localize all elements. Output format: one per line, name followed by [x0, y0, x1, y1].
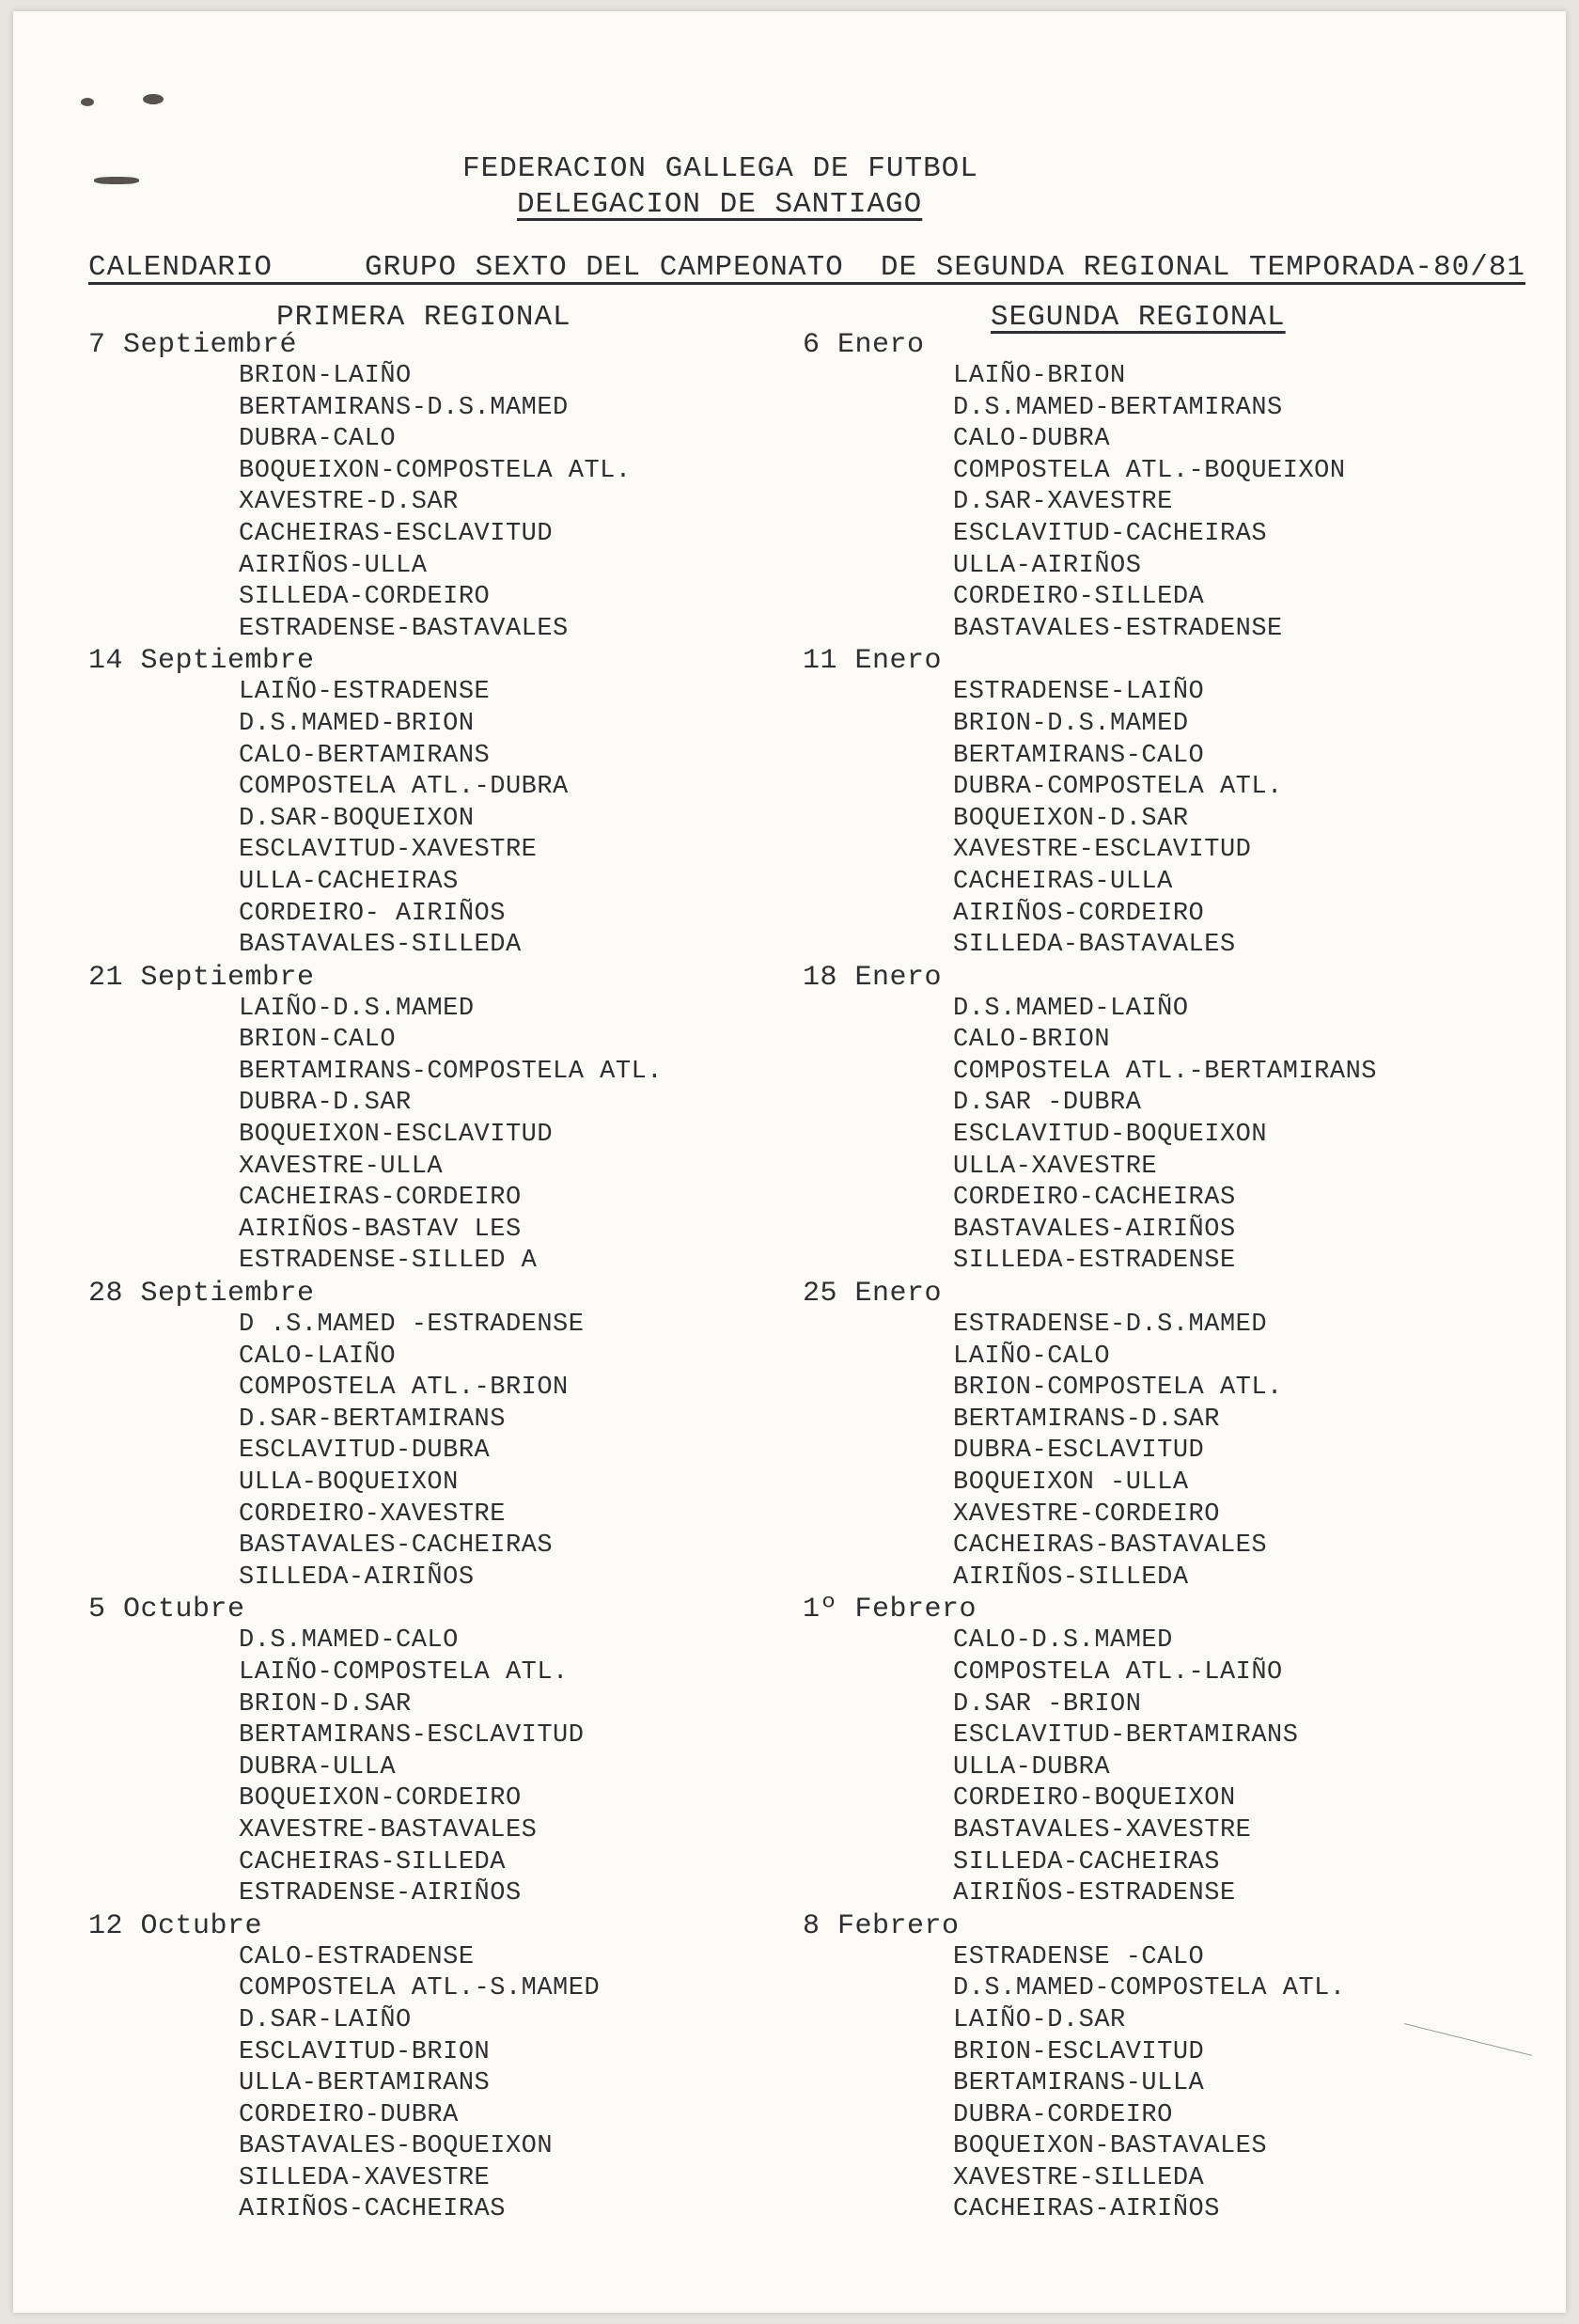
match-fixture: DUBRA-COMPOSTELA ATL.: [953, 773, 1283, 802]
match-fixture: ESCLAVITUD-BOQUEIXON: [953, 1121, 1268, 1150]
match-fixture: D.S.MAMED-BERTAMIRANS: [953, 393, 1283, 422]
match-fixture: BERTAMIRANS-D.S.MAMED: [239, 393, 569, 422]
match-fixture: ULLA-DUBRA: [953, 1752, 1111, 1782]
match-fixture: ULLA-BERTAMIRANS: [239, 2069, 491, 2098]
round-date: 6 Enero: [803, 329, 925, 361]
round-block: [784, 1594, 1536, 1909]
match-fixture: ESCLAVITUD-XAVESTRE: [239, 836, 538, 865]
match-fixture: DUBRA-ULLA: [239, 1752, 397, 1782]
match-fixture: ESCLAVITUD-BRION: [239, 2037, 491, 2066]
match-fixture: CORDEIRO-SILLEDA: [953, 583, 1205, 612]
match-fixture: SILLEDA-XAVESTRE: [239, 2163, 491, 2192]
match-fixture: COMPOSTELA ATL.-LAIÑO: [953, 1657, 1283, 1687]
match-fixture: AIRIÑOS-ESTRADENSE: [953, 1879, 1236, 1908]
match-fixture: BERTAMIRANS-ESCLAVITUD: [239, 1721, 585, 1751]
match-fixture: ESTRADENSE-BASTAVALES: [239, 614, 569, 643]
match-fixture: BOQUEIXON -ULLA: [953, 1468, 1189, 1497]
match-fixture: CALO-LAIÑO: [239, 1342, 397, 1371]
round-block: [88, 645, 784, 961]
match-fixture: BRION-ESCLAVITUD: [953, 2037, 1205, 2066]
match-fixture: DUBRA-D.SAR: [239, 1089, 412, 1118]
match-fixture: BRION-D.SAR: [239, 1689, 412, 1719]
match-fixture: CACHEIRAS-SILLEDA: [239, 1847, 506, 1876]
ink-stain: [81, 98, 94, 106]
ink-stain: [143, 94, 164, 104]
match-fixture: BRION-CALO: [239, 1026, 397, 1055]
match-fixture: ESTRADENSE-SILLED A: [239, 1247, 538, 1276]
round-block: [88, 962, 784, 1278]
round-block: [784, 962, 1536, 1278]
match-fixture: BASTAVALES-AIRIÑOS: [953, 1215, 1236, 1244]
match-fixture: ULLA-BOQUEIXON: [239, 1468, 459, 1497]
match-fixture: CACHEIRAS-ULLA: [953, 867, 1173, 896]
match-fixture: COMPOSTELA ATL.-BOQUEIXON: [953, 456, 1346, 485]
column-heading-segunda: SEGUNDA REGIONAL: [991, 301, 1286, 334]
round-date: 18 Enero: [803, 961, 943, 994]
left-schedule-column: [88, 329, 784, 2226]
delegation-name: DELEGACION DE SANTIAGO: [517, 188, 923, 221]
match-fixture: BOQUEIXON-COMPOSTELA ATL.: [239, 456, 632, 485]
match-fixture: BASTAVALES-ESTRADENSE: [953, 614, 1283, 643]
match-fixture: ESCLAVITUD-BERTAMIRANS: [953, 1721, 1299, 1751]
match-fixture: BOQUEIXON-BASTAVALES: [953, 2132, 1268, 2161]
match-fixture: XAVESTRE-CORDEIRO: [953, 1500, 1220, 1529]
round-date: 14 Septiembre: [88, 645, 315, 678]
match-fixture: AIRIÑOS-BASTAV LES: [239, 1215, 522, 1244]
match-fixture: LAIÑO-D.SAR: [953, 2005, 1126, 2034]
document-page: [13, 11, 1566, 2313]
match-fixture: AIRIÑOS-CORDEIRO: [953, 899, 1205, 928]
match-fixture: D.SAR-BERTAMIRANS: [239, 1405, 506, 1434]
match-fixture: CORDEIRO-DUBRA: [239, 2100, 459, 2129]
match-fixture: BASTAVALES-XAVESTRE: [953, 1815, 1252, 1845]
match-fixture: XAVESTRE-D.SAR: [239, 488, 459, 517]
round-date: 11 Enero: [803, 645, 943, 678]
match-fixture: SILLEDA-AIRIÑOS: [239, 1562, 475, 1592]
match-fixture: CALO-DUBRA: [953, 425, 1111, 454]
round-block: [784, 329, 1536, 645]
match-fixture: SILLEDA-CACHEIRAS: [953, 1847, 1220, 1876]
round-block: [784, 1278, 1536, 1594]
match-fixture: CORDEIRO- AIRIÑOS: [239, 899, 506, 928]
match-fixture: XAVESTRE-BASTAVALES: [239, 1815, 538, 1845]
match-fixture: COMPOSTELA ATL.-BERTAMIRANS: [953, 1057, 1377, 1086]
match-fixture: CACHEIRAS-BASTAVALES: [953, 1531, 1268, 1561]
match-fixture: D.SAR-XAVESTRE: [953, 488, 1173, 517]
match-fixture: BERTAMIRANS-COMPOSTELA ATL.: [239, 1057, 663, 1086]
ink-stain: [94, 177, 139, 184]
round-date: 7 Septiembré: [88, 329, 298, 361]
round-date: 1º Febrero: [803, 1594, 977, 1626]
match-fixture: ESTRADENSE -CALO: [953, 1942, 1205, 1971]
match-fixture: CALO-BERTAMIRANS: [239, 741, 491, 770]
match-fixture: COMPOSTELA ATL.-BRION: [239, 1374, 569, 1403]
match-fixture: SILLEDA-ESTRADENSE: [953, 1247, 1236, 1276]
match-fixture: DUBRA-CORDEIRO: [953, 2100, 1173, 2129]
match-fixture: AIRIÑOS-ULLA: [239, 551, 428, 580]
match-fixture: CACHEIRAS-ESCLAVITUD: [239, 519, 554, 548]
round-block: [784, 645, 1536, 961]
match-fixture: COMPOSTELA ATL.-S.MAMED: [239, 1974, 601, 2003]
match-fixture: BASTAVALES-SILLEDA: [239, 931, 522, 960]
match-fixture: D.S.MAMED-BRION: [239, 709, 475, 738]
match-fixture: ESCLAVITUD-CACHEIRAS: [953, 519, 1268, 548]
match-fixture: BRION-LAIÑO: [239, 362, 412, 390]
match-fixture: D.SAR-LAIÑO: [239, 2005, 412, 2034]
match-fixture: BERTAMIRANS-ULLA: [953, 2069, 1205, 2098]
match-fixture: DUBRA-CALO: [239, 425, 397, 454]
org-name: FEDERACION GALLEGA DE FUTBOL: [462, 152, 978, 185]
match-fixture: BASTAVALES-BOQUEIXON: [239, 2132, 554, 2161]
match-fixture: ULLA-CACHEIRAS: [239, 867, 459, 896]
match-fixture: SILLEDA-BASTAVALES: [953, 931, 1236, 960]
match-fixture: LAIÑO-COMPOSTELA ATL.: [239, 1657, 569, 1687]
round-block: [88, 1910, 784, 2226]
match-fixture: BASTAVALES-CACHEIRAS: [239, 1531, 554, 1561]
match-fixture: LAIÑO-D.S.MAMED: [239, 994, 475, 1023]
match-fixture: LAIÑO-ESTRADENSE: [239, 678, 491, 707]
match-fixture: CALO-ESTRADENSE: [239, 1942, 475, 1971]
match-fixture: ULLA-AIRIÑOS: [953, 551, 1142, 580]
match-fixture: BRION-COMPOSTELA ATL.: [953, 1374, 1283, 1403]
match-fixture: CORDEIRO-XAVESTRE: [239, 1500, 506, 1529]
match-fixture: ESTRADENSE-D.S.MAMED: [953, 1311, 1268, 1340]
page-title: CALENDARIO GRUPO SEXTO DEL CAMPEONATO DE SEGUNDA REGIONAL TEMPORADA-80/81: [88, 251, 1526, 284]
match-fixture: BERTAMIRANS-D.SAR: [953, 1405, 1220, 1434]
match-fixture: SILLEDA-CORDEIRO: [239, 583, 491, 612]
match-fixture: XAVESTRE-SILLEDA: [953, 2163, 1205, 2192]
match-fixture: LAIÑO-CALO: [953, 1342, 1111, 1371]
column-heading-primera: PRIMERA REGIONAL: [276, 301, 571, 334]
round-date: 8 Febrero: [803, 1909, 960, 1942]
match-fixture: BERTAMIRANS-CALO: [953, 741, 1205, 770]
round-block: [784, 1910, 1536, 2226]
match-fixture: D.S.MAMED-COMPOSTELA ATL.: [953, 1974, 1346, 2003]
match-fixture: AIRIÑOS-CACHEIRAS: [239, 2195, 506, 2224]
match-fixture: D.S.MAMED-CALO: [239, 1626, 459, 1656]
round-block: [88, 1594, 784, 1909]
round-block: [88, 1278, 784, 1594]
round-date: 28 Septiembre: [88, 1278, 315, 1311]
match-fixture: BRION-D.S.MAMED: [953, 709, 1189, 738]
match-fixture: ESTRADENSE-LAIÑO: [953, 678, 1205, 707]
match-fixture: XAVESTRE-ESCLAVITUD: [953, 836, 1252, 865]
match-fixture: LAIÑO-BRION: [953, 362, 1126, 390]
match-fixture: DUBRA-ESCLAVITUD: [953, 1437, 1205, 1466]
match-fixture: CORDEIRO-CACHEIRAS: [953, 1184, 1236, 1213]
match-fixture: D.S.MAMED-LAIÑO: [953, 994, 1189, 1023]
match-fixture: ESCLAVITUD-DUBRA: [239, 1437, 491, 1466]
match-fixture: D.SAR -DUBRA: [953, 1089, 1142, 1118]
match-fixture: CALO-BRION: [953, 1026, 1111, 1055]
match-fixture: CORDEIRO-BOQUEIXON: [953, 1784, 1236, 1814]
round-date: 21 Septiembre: [88, 961, 315, 994]
round-block: [88, 329, 784, 645]
right-schedule-column: [784, 329, 1536, 2226]
match-fixture: D.SAR -BRION: [953, 1689, 1142, 1719]
match-fixture: ESTRADENSE-AIRIÑOS: [239, 1879, 522, 1908]
match-fixture: XAVESTRE-ULLA: [239, 1152, 444, 1181]
match-fixture: ULLA-XAVESTRE: [953, 1152, 1158, 1181]
match-fixture: COMPOSTELA ATL.-DUBRA: [239, 773, 569, 802]
match-fixture: CACHEIRAS-CORDEIRO: [239, 1184, 522, 1213]
round-date: 25 Enero: [803, 1278, 943, 1311]
match-fixture: BOQUEIXON-CORDEIRO: [239, 1784, 522, 1814]
match-fixture: AIRIÑOS-SILLEDA: [953, 1562, 1189, 1592]
match-fixture: CACHEIRAS-AIRIÑOS: [953, 2195, 1220, 2224]
round-date: 5 Octubre: [88, 1594, 245, 1626]
match-fixture: D .S.MAMED -ESTRADENSE: [239, 1311, 585, 1340]
match-fixture: BOQUEIXON-D.SAR: [953, 804, 1189, 833]
round-date: 12 Octubre: [88, 1909, 263, 1942]
match-fixture: CALO-D.S.MAMED: [953, 1626, 1173, 1656]
match-fixture: D.SAR-BOQUEIXON: [239, 804, 475, 833]
match-fixture: BOQUEIXON-ESCLAVITUD: [239, 1121, 554, 1150]
